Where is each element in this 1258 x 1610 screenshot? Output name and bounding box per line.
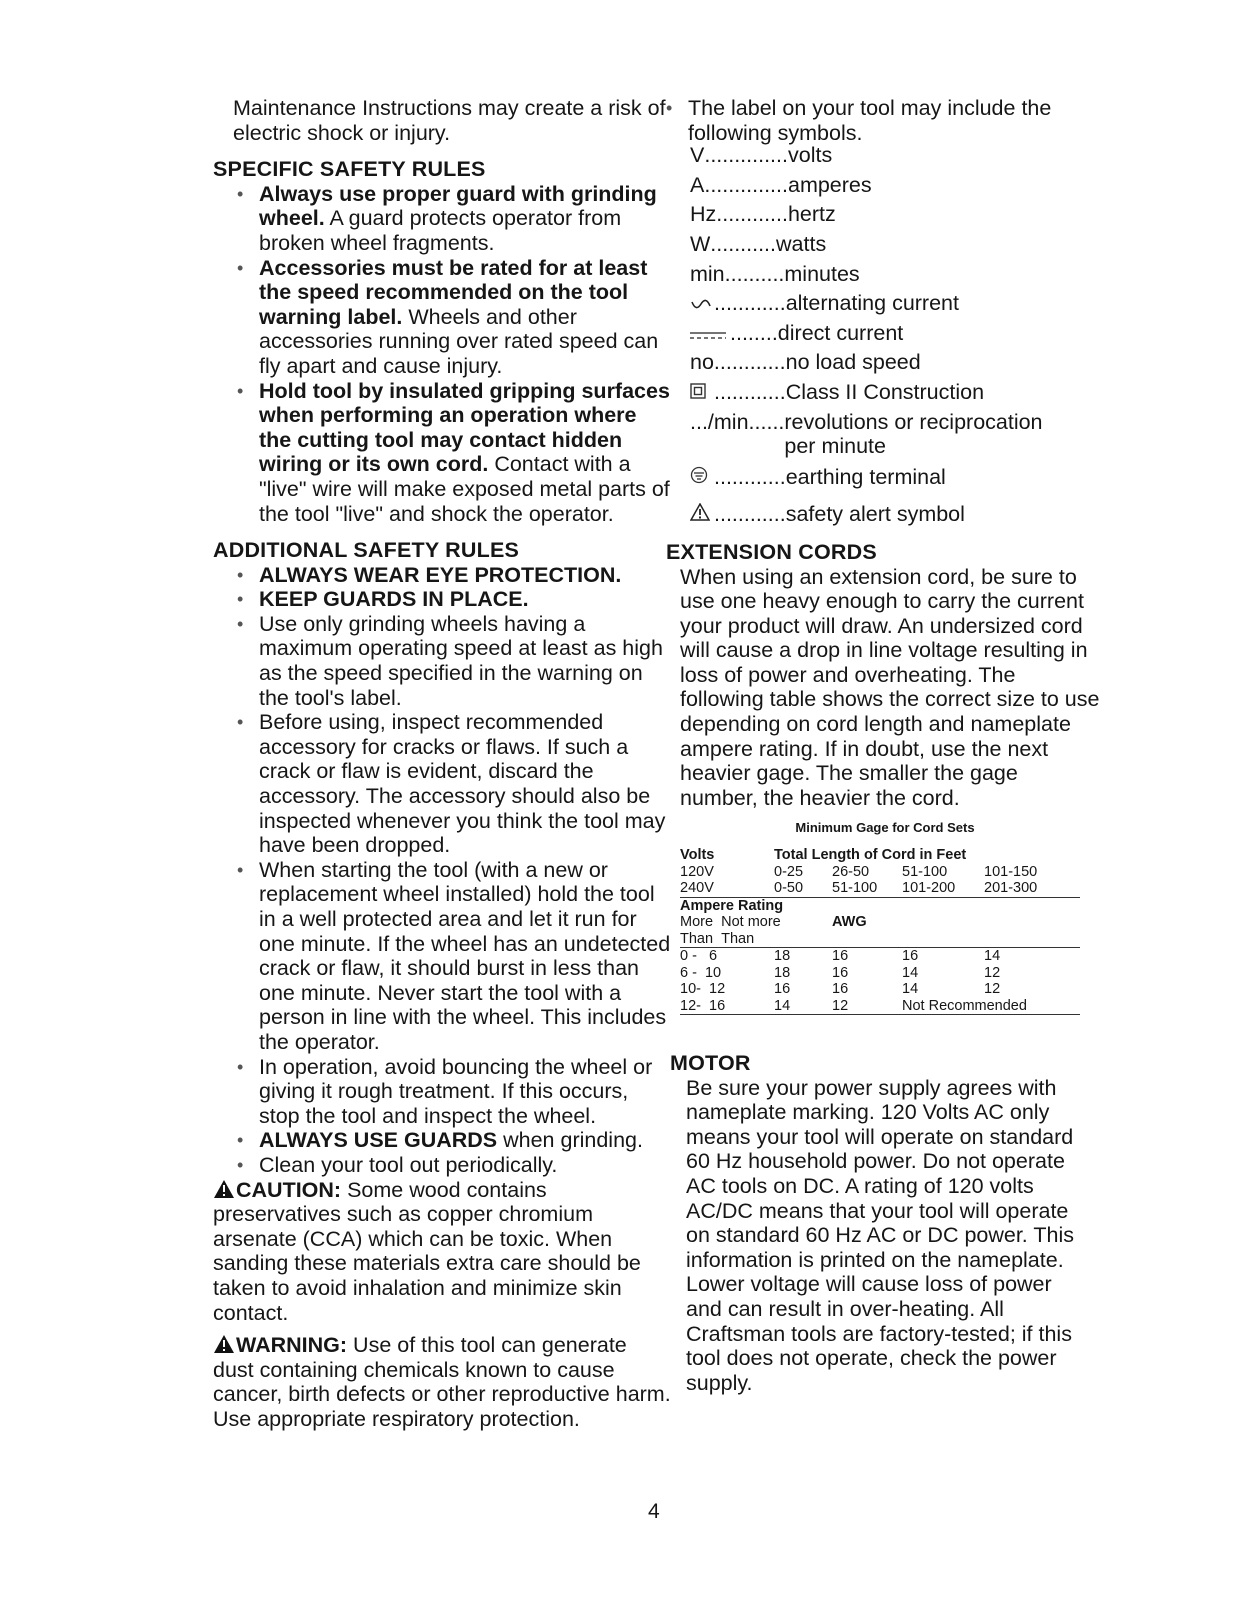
symbol-row: A .............. amperes — [690, 172, 872, 197]
motor-heading: MOTOR — [670, 1051, 751, 1076]
table-row: More Not more AWG — [680, 914, 867, 931]
table-row: 240V 0-50 51-100 101-200 201-300 — [680, 880, 1038, 897]
list-item: • The label on your tool may include the following symbols. — [662, 96, 1120, 145]
symbol-row: min .......... minutes — [690, 261, 860, 286]
list-item: • Clean your tool out periodically. — [233, 1153, 673, 1178]
table-row: 120V 0-25 26-50 51-100 101-150 — [680, 863, 1038, 880]
list-item: • Accessories must be rated for at least the speed recommended on the tool warning label. Wheels and other accessories running over rated speed can fly apart and cause injury. — [233, 256, 673, 379]
list-item: • KEEP GUARDS IN PLACE. — [233, 587, 673, 612]
table-row: 0 - 6 18 16 16 14 — [680, 948, 1001, 965]
page-number: 4 — [648, 1500, 660, 1523]
earthing-terminal-icon — [690, 465, 714, 490]
specific-rules-list — [233, 182, 673, 526]
additional-safety-heading: ADDITIONAL SAFETY RULES — [213, 538, 520, 563]
symbol-row: no ............ no load speed — [690, 350, 921, 375]
gage-table — [680, 847, 1080, 1015]
symbol-row: ............ alternating current — [690, 291, 1120, 321]
list-item: • Before using, inspect recommended accessory for cracks or flaws. If such a crack or flaw is evident, discard the accessory. The accessory should also be inspected whenever you think the tool may have been dropped. — [233, 710, 673, 858]
specific-safety-heading: SPECIFIC SAFETY RULES — [213, 157, 486, 182]
list-item: • ALWAYS WEAR EYE PROTECTION. — [233, 563, 673, 588]
list-item: • ALWAYS USE GUARDS when grinding. — [233, 1128, 673, 1153]
left-column — [213, 96, 673, 1431]
list-item: • Always use proper guard with grinding wheel. A guard protects operator from broken wheel fragments. — [233, 182, 673, 256]
symbol-row: ............ Class II Construction — [690, 380, 1120, 410]
caution-paragraph: CAUTION: Some wood contains preservatives such as copper chromium arsenate (CCA) which can be toxic. When sanding these materials extra care should be taken to avoid inhalation and minimize skin contact. — [213, 1177, 641, 1325]
extension-cords-text: When using an extension cord, be sure to use one heavy enough to carry the current your product will draw. An undersized cord will cause a drop in line voltage resulting in loss of power and overheating. The following table shows the correct size to use depending on cord length and nameplate ampere rating. If in doubt, use the next heavier gage. The smaller the gage number, the heavier the cord. — [680, 564, 1100, 810]
symbols-table — [690, 143, 1120, 532]
list-item: • Use only grinding wheels having a maximum operating speed at least as high as the speed specified in the warning on the tool's label. — [233, 612, 673, 710]
safety-alert-icon — [213, 1179, 235, 1199]
table-row: 10- 12 16 16 14 12 — [680, 981, 1001, 998]
symbol-row: Hz ............ hertz — [690, 202, 836, 227]
direct-current-icon — [690, 321, 730, 346]
symbol-row: V .............. volts — [690, 143, 833, 168]
safety-alert-symbol-icon — [690, 502, 714, 527]
list-item: • Hold tool by insulated gripping surfaces when performing an operation where the cutting tool may contact hidden wiring or its own cord. Contact with a "live" wire will make exposed metal parts of the tool "live" and shock the operator. — [233, 379, 673, 527]
symbol-row: ............ safety alert symbol — [690, 502, 1120, 532]
table-row: 6 - 10 18 16 14 12 — [680, 964, 1001, 981]
table-row: Ampere Rating — [680, 897, 784, 914]
warning-paragraph: WARNING: Use of this tool can generate dust containing chemicals known to cause cancer, birth defects or other reproductive harm. Use appropriate respiratory protection. — [213, 1333, 671, 1431]
table-title: Minimum Gage for Cord Sets — [795, 820, 975, 836]
cord-gage-table — [680, 816, 1090, 1015]
table-row: 12- 16 14 12 Not Recommended — [680, 997, 1027, 1014]
label-symbols-list — [662, 96, 1120, 145]
motor-text: Be sure your power supply agrees with nameplate marking. 120 Volts AC only means your tool will operate on standard 60 Hz household power. Do not operate AC tools on DC. A rating of 120 volts AC/DC means that your tool will operate on standard 60 Hz AC or DC power. This information is printed on the nameplate. Lower voltage will cause loss of power and can result in over-heating. All Craftsman tools are factory-tested; if this tool does not operate, check the power supply. — [686, 1075, 1074, 1395]
additional-rules-list — [233, 563, 673, 1178]
extension-cords-heading: EXTENSION CORDS — [666, 539, 877, 564]
right-column — [666, 96, 1120, 1395]
table-row: Volts Total Length of Cord in Feet — [680, 847, 967, 864]
class-two-construction-icon — [690, 380, 714, 405]
list-item: • In operation, avoid bouncing the wheel or giving it rough treatment. If this occurs, stop the tool and inspect the wheel. — [233, 1055, 673, 1129]
intro-text: Maintenance Instructions may create a risk of electric shock or injury. — [233, 96, 666, 145]
symbol-row: ........ direct current — [690, 321, 1120, 351]
symbol-row: W ........... watts — [690, 231, 827, 256]
list-item: • When starting the tool (with a new or replacement wheel installed) hold the tool in a well protected area and let it run for one minute. If the wheel has an undetected crack or flaw, it should burst in less than one minute. Never start the tool with a person in line with the wheel. This includes the operator. — [233, 858, 673, 1055]
table-row: Than Than — [680, 930, 755, 947]
symbol-row: .../min ...... revolutions or reciprocation per minute — [690, 409, 1043, 459]
safety-alert-icon — [213, 1334, 235, 1354]
alternating-current-icon — [690, 291, 714, 316]
symbol-row: ............ earthing terminal — [690, 465, 1120, 495]
